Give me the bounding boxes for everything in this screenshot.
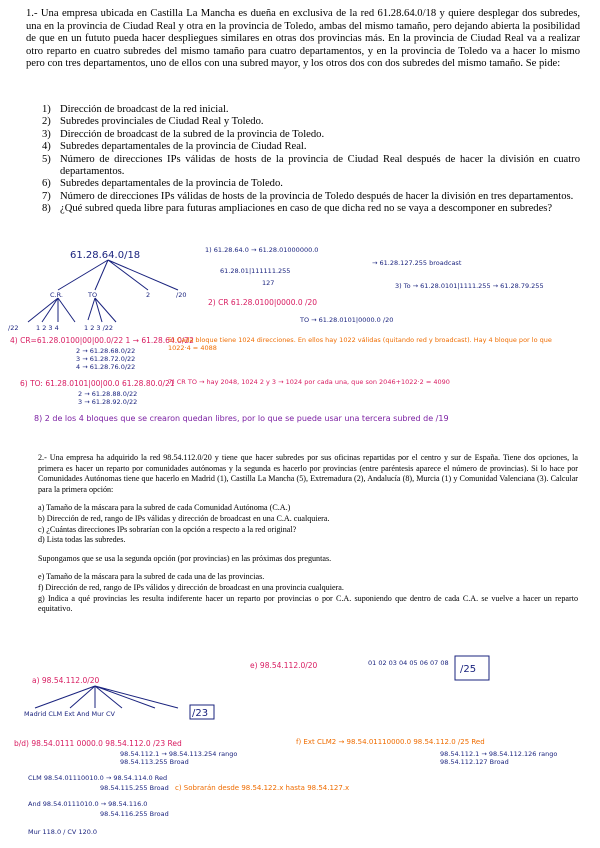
answer-e-mask: /25 [460,664,477,675]
answer-f-broad: 98.54.112.127 Broad [440,758,509,766]
answer-1-127: 127 [262,279,275,287]
list-item: 6) Subredes departamentales de la provincia de Toledo. [42,178,283,190]
answer-2: 2) CR 61.28.0100|0000.0 /20 [208,298,318,307]
list-item: 4) Subredes departamentales de la provincia de Ciudad Real. [42,141,307,153]
question-b: b) Dirección de red, rango de IPs válidas y dirección de broadcast en una C.A. cualquiera. [38,513,330,523]
question-f: f) Dirección de red, rango de IPs válidos y dirección de broadcast en una provincia cualquiera. [38,582,344,592]
answer-bd-and-broad: 98.54.116.255 Broad [100,810,169,818]
tree-node-cr: C.R. [50,291,63,299]
ca-tree-labels: Madrid CLM Ext And Mur CV [24,710,115,718]
answer-bd-clm: CLM 98.54.01110010.0 → 98.54.114.0 Red [28,774,168,782]
answer-e-network: e) 98.54.112.0/20 [250,661,318,670]
answer-6-3: 3 → 61.28.92.0/22 [78,398,138,406]
answer-8: 8) 2 de los 4 bloques que se crearon quedan libres, por lo que se puede usar una tercera subred de /19 [34,414,449,423]
list-item: 3) Dirección de broadcast de la subred de la provincia de Toledo. [42,128,325,140]
answer-bd-broad: 98.54.113.255 Broad [120,758,189,766]
answer-1-broadcast: → 61.28.127.255 broadcast [372,259,462,267]
answer-bd-mur-cv: Mur 118.0 / CV 120.0 [28,828,98,836]
answer-6-2: 2 → 61.28.88.0/22 [78,390,138,398]
answer-a-network: a) 98.54.112.0/20 [32,676,100,685]
exercise-2-statement: 2.- Una empresa ha adquirido la red 98.54.112.0/20 y tiene que hacer subredes por sus oficinas repartidas por el centro y sur de España. Tiene dos opciones, la primera es hacer un reparto por comunidades autónomas y la segunda es hacerlo por provincias (entre paréntesis aparece el número de provincias). Si lo hace por Comunidades Autónomas tiene que hacerlo en Madrid (1), Castilla La Mancha (5), Extremadura (2), Andalucía (8), Murcia (1) y Comunidad Valenciana (3). Calcular para la primera opción: [38,453,578,494]
answer-bd-range: 98.54.112.1 → 98.54.113.254 rango [120,750,238,758]
question-d: d) Lista todas las subredes. [38,535,126,545]
question-c: c) ¿Cuántas direcciones IPs sobrarían con la opción a respecto a la red original? [38,524,297,534]
answer-4-3: 3 → 61.28.72.0/22 [76,355,136,363]
answer-6: 6) TO: 61.28.0101|00|00.0 61.28.80.0/21 [20,379,175,388]
tree-node-to: TO [88,291,98,299]
answer-c: c) Sobrarán desde 98.54.122.x hasta 98.54.127.x [175,784,350,792]
question-e: e) Tamaño de la máscara para la subred de cada una de las provincias. [38,572,265,582]
question-a: a) Tamaño de la máscara para la subred de cada Comunidad Autónoma (C.A.) [38,503,291,513]
answer-bd-and: And 98.54.0111010.0 → 98.54.116.0 [28,800,148,808]
tree-node-20: /20 [176,291,187,299]
answer-bd: b/d) 98.54.0111 0000.0 98.54.112.0 /23 Red [14,739,182,748]
list-item: 5) Número de direcciones IPs válidas de hosts de la provincia de Ciudad Real después de hacer la división en cuatro departamentos. [42,153,580,178]
answer-f-range: 98.54.112.1 → 98.54.112.126 rango [440,750,558,758]
tree-root-label: 61.28.64.0/18 [70,250,141,261]
answer-f: f) Ext CLM2 → 98.54.01110000.0 98.54.112.0 /25 Red [296,738,485,746]
tree-node-2: 2 [146,291,151,299]
answer-1: 1) 61.28.64.0 → 61.28.01000000.0 [205,246,319,254]
answer-a-mask: /23 [192,708,209,719]
answer-3: 3) To → 61.28.0101|1111.255 → 61.28.79.255 [395,282,544,290]
tree-cr-leaves: 1 2 3 4 [36,324,59,332]
exercise-1-statement: 1.- Una empresa ubicada en Castilla La Mancha es dueña en exclusiva de la red 61.28.64.0/18 y quiere desplegar dos subredes, una en la provincia de Ciudad Real y otra en la provincia de Toledo, ambas del mismo tamaño, pero dejando abierta la posibilidad de que en un fututo pueda hacer despliegues similares en otras dos provincias más. En la provincia de Ciudad Real va a realizar otro reparto en cuatro subredes del mismo tamaño para cuatro departamentos, y en la provincia de Toledo va a hacer lo mismo pero con tres departamentos, uno de ellos con una subred mayor, y los otros dos con dos subredes del mismo tamaño. Se pide: [26,8,580,70]
ca-tree [35,686,178,708]
list-item: 2) Subredes provinciales de Ciudad Real y Toledo. [42,116,264,128]
tree-to-leaves: 1 2 3 /22 [84,324,114,332]
exercise-2 [38,453,578,615]
answer-4-4: 4 → 61.28.76.0/22 [76,363,136,371]
list-item: 8) ¿Qué subred queda libre para futuras ampliaciones en caso de que dicha red no se vaya a descomponer en subredes? [42,203,553,215]
province-list: 01 02 03 04 05 06 07 08 [368,659,449,667]
answer-1-broadcast-bin: 61.28.01|111111.255 [220,267,291,275]
answer-7: 7) CR TO → hay 2048, 1024 2 y 3 → 1024 por cada una, que son 2046+1022·2 = 4090 [168,378,450,386]
answer-bd-clm-broad: 98.54.115.255 Broad [100,784,169,792]
answer-2-to: TO → 61.28.0101|0000.0 /20 [300,316,394,324]
question-g: g) Indica a qué provincias les resulta indiferente hacer un reparto por provincias o por C.A. suponiendo que dentro de cada C.A. se vuelve a hacer un reparto equitativo. [38,593,578,614]
answer-4: 4) CR=61.28.0100|00|00.0/22 1 → 61.28.64.0/22 [10,336,194,345]
answer-4-2: 2 → 61.28.68.0/22 [76,347,136,355]
second-option-note: Supongamos que se usa la segunda opción (por provincias) en las próximas dos preguntas. [38,553,332,563]
list-item: 1) Dirección de broadcast de la red inicial. [42,104,229,115]
answer-5: 5) Cada bloque tiene 1024 direcciones. En ellos hay 1022 válidas (quitando red y broadcast). Hay 4 bloque por lo que 1022·4 = 4088 [168,336,552,352]
tree-mask-22: /22 [8,324,19,332]
list-item: 7) Número de direcciones IPs válidas de hosts de la provincia de Toledo después de hacer la división en tres departamentos. [42,190,574,202]
